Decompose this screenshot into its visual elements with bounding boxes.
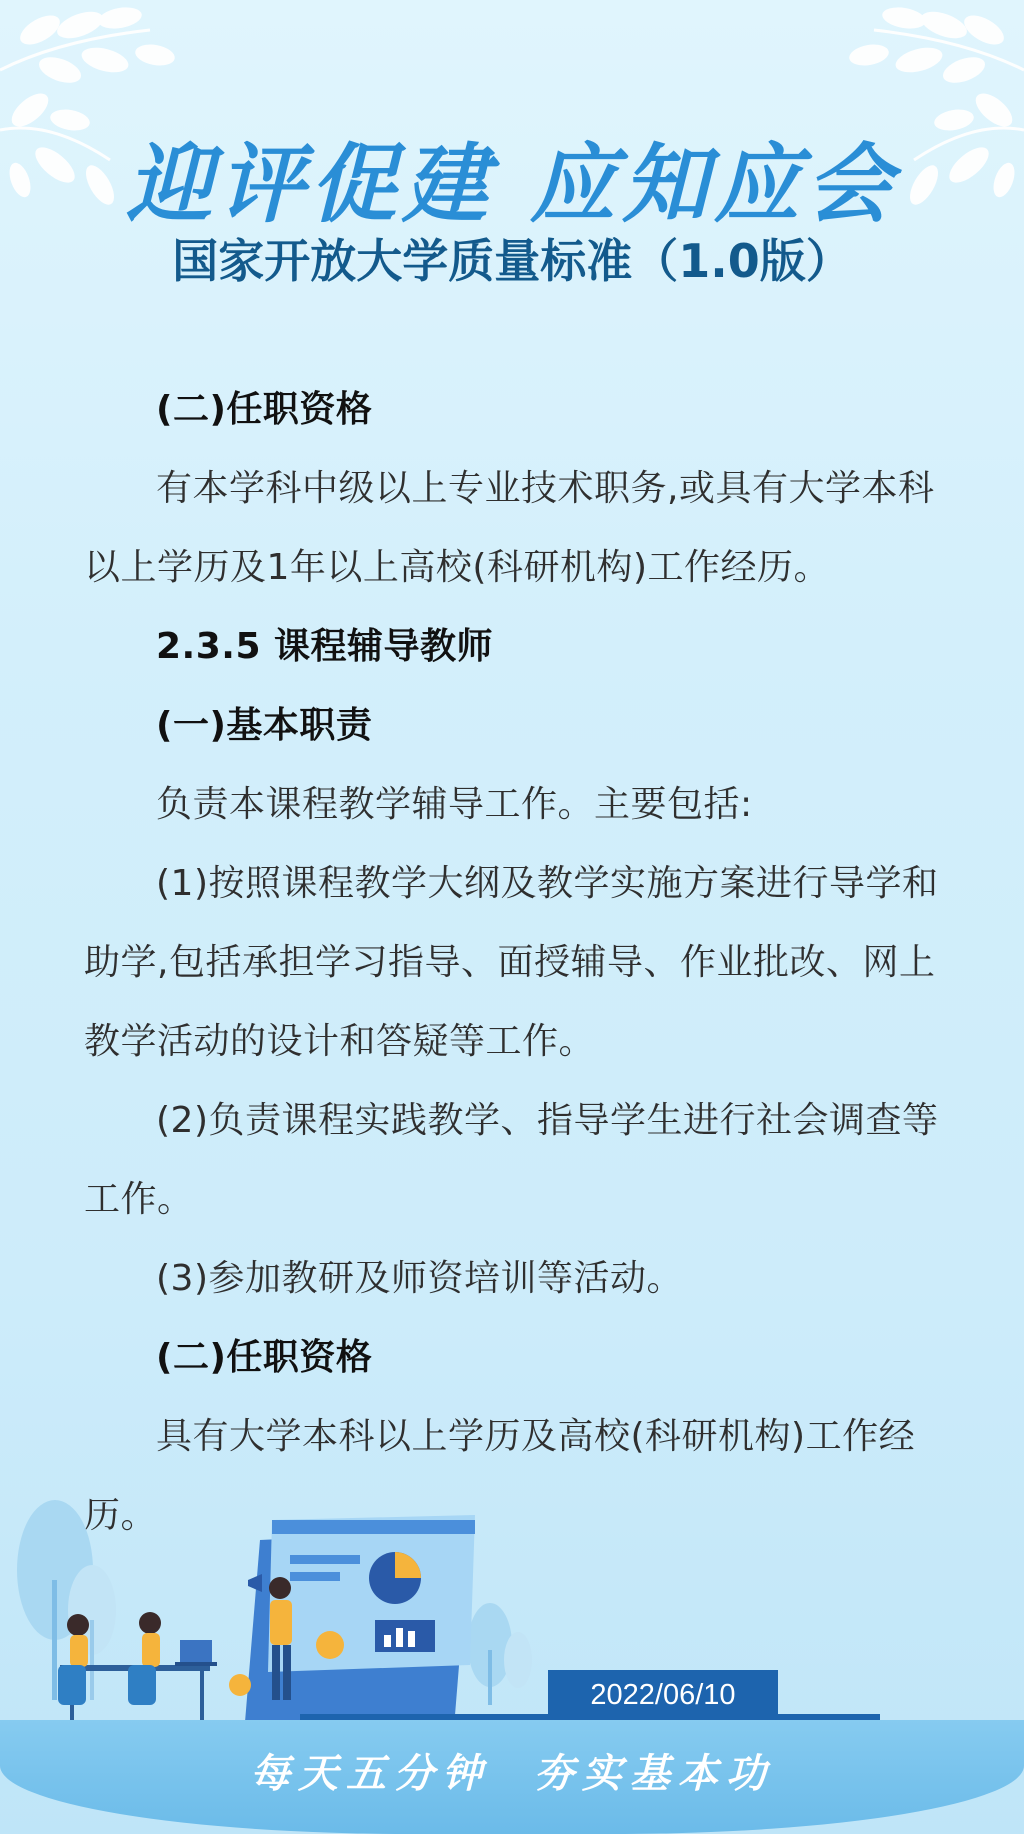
body-paragraph: (3)参加教研及师资培训等活动。 — [156, 1258, 683, 1299]
megaphone-icon — [248, 1574, 262, 1592]
body-paragraph: 负责本课程教学辅导工作。主要包括: — [156, 784, 753, 825]
body-paragraph: 具有大学本科以上学历及高校(科研机构)工作经历。 — [84, 1416, 916, 1536]
calligraphy-title: 迎评促建 应知应会 — [126, 134, 898, 235]
body-paragraph: (1)按照课程教学大纲及教学实施方案进行导学和助学,包括承担学习指导、面授辅导、作业批改、网上教学活动的设计和答疑等工作。 — [84, 863, 939, 1062]
article-body — [84, 370, 944, 1555]
footer-slogan: 每天五分钟 夯实基本功 — [250, 1750, 774, 1797]
section-heading: (二)任职资格 — [156, 389, 373, 430]
section-heading: (一)基本职责 — [156, 705, 373, 746]
body-paragraph: 有本学科中级以上专业技术职务,或具有大学本科以上学历及1年以上高校(科研机构)工作经历。 — [84, 468, 935, 588]
section-heading: 2.3.5 课程辅导教师 — [156, 626, 494, 667]
date-label: 2022/06/10 — [548, 1670, 778, 1720]
body-paragraph: (2)负责课程实践教学、指导学生进行社会调查等工作。 — [84, 1100, 939, 1220]
page-title: 国家开放大学质量标准（1.0版） — [172, 234, 852, 288]
office-illustration — [0, 1460, 560, 1730]
laptop-icon — [175, 1640, 217, 1666]
section-heading: (二)任职资格 — [156, 1337, 373, 1378]
